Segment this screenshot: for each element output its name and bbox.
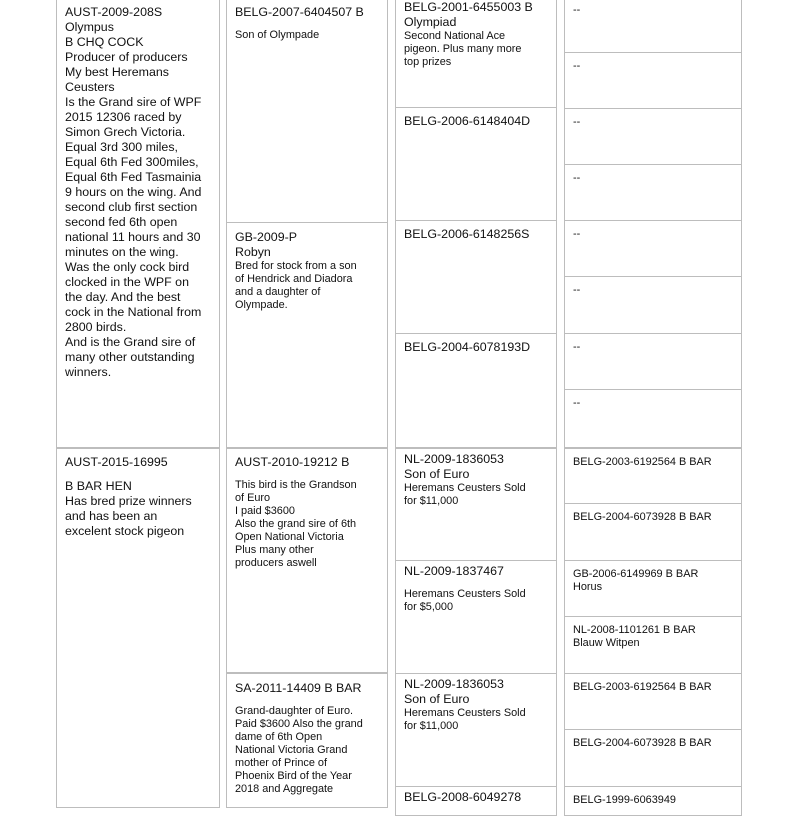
great-grandparent-card: [564, 560, 742, 617]
bird-name: Blauw Witpen: [573, 637, 640, 649]
great-grandparent-card: [564, 276, 742, 334]
dam-card: [226, 222, 388, 448]
empty-placeholder: --: [573, 4, 581, 16]
ring-number: AUST-2010-19212 B: [235, 455, 350, 469]
ring-number: BELG-2004-6078193D: [404, 340, 531, 354]
great-grandparent-card: [564, 0, 742, 53]
grandparent-card: [395, 0, 557, 108]
ring-number: GB-2009-P: [235, 230, 297, 244]
empty-placeholder: --: [573, 60, 581, 72]
bird-notes: Has bred prize winners and has been an excelent stock pigeon: [65, 494, 192, 538]
ring-number: NL-2009-1836053: [404, 677, 504, 691]
great-grandparent-card: [564, 673, 742, 730]
ring-number: NL-2008-1101261 B BAR: [573, 624, 696, 636]
ring-number: BELG-1999-6063949: [573, 794, 676, 806]
ring-number: NL-2009-1836053: [404, 452, 504, 466]
bird-notes: Second National Ace pigeon. Plus many more top prizes: [404, 30, 522, 68]
bird-name: Horus: [573, 581, 603, 593]
grandparent-card: [395, 220, 557, 334]
pedigree-bird-card: [56, 448, 220, 808]
great-grandparent-card: [564, 52, 742, 109]
great-grandparent-card: [564, 164, 742, 221]
grandparent-card: [395, 673, 557, 787]
bird-notes: Son of Olympade: [235, 29, 320, 41]
ring-number: SA-2011-14409 B BAR: [235, 681, 362, 695]
bird-color: B BAR HEN: [65, 479, 132, 493]
bird-notes: Heremans Ceusters Sold for $11,000: [404, 482, 526, 507]
ring-number: AUST-2009-208S: [65, 5, 163, 19]
ring-number: BELG-2008-6049278: [404, 790, 522, 804]
great-grandparent-card: [564, 448, 742, 504]
ring-number: BELG-2006-6148256S: [404, 227, 530, 241]
ring-number: GB-2006-6149969 B BAR: [573, 568, 699, 580]
great-grandparent-card: [564, 786, 742, 816]
sire-card: [226, 448, 388, 673]
dam-card: [226, 673, 388, 808]
empty-placeholder: --: [573, 228, 581, 240]
empty-placeholder: --: [573, 341, 581, 353]
ring-number: BELG-2003-6192564 B BAR: [573, 681, 712, 693]
bird-name: Robyn: [235, 245, 271, 259]
grandparent-card: [395, 560, 557, 674]
grandparent-card: [395, 786, 557, 816]
bird-name: Son of Euro: [404, 467, 470, 481]
sire-card: [226, 0, 388, 223]
ring-number: AUST-2015-16995: [65, 455, 168, 469]
ring-number: BELG-2006-6148404D: [404, 114, 531, 128]
bird-color: B CHQ COCK: [65, 35, 144, 49]
ring-number: BELG-2003-6192564 B BAR: [573, 456, 712, 468]
empty-placeholder: --: [573, 397, 581, 409]
great-grandparent-card: [564, 333, 742, 390]
empty-placeholder: --: [573, 284, 581, 296]
ring-number: BELG-2004-6073928 B BAR: [573, 511, 712, 523]
bird-name: Olympiad: [404, 15, 457, 29]
bird-notes: Producer of producers My best Heremans Ceusters Is the Grand sire of WPF 2015 12306 raced by Simon Grech Victoria. Equal 3rd 300 miles, Equal 6th Fed 300miles, Equal 6th Fed Tasmainia 9 hours on the wing. And second club first section second fed 6th open national 11 hours and 30 minutes on the wing. Was the only cock bird clocked in the WPF on the day. And the best cock in the National from 2800 birds. And is the Grand sire of many other outstanding winners.: [65, 50, 202, 379]
ring-number: BELG-2007-6404507 B: [235, 5, 364, 19]
bird-notes: This bird is the Grandson of Euro I paid $3600 Also the grand sire of 6th Open National Victoria Plus many other producers aswell: [235, 479, 357, 569]
great-grandparent-card: [564, 220, 742, 277]
great-grandparent-card: [564, 108, 742, 165]
bird-name: Son of Euro: [404, 692, 470, 706]
great-grandparent-card: [564, 503, 742, 561]
pedigree-bird-card: [56, 0, 220, 448]
ring-number: NL-2009-1837467: [404, 564, 504, 578]
grandparent-card: [395, 448, 557, 561]
grandparent-card: [395, 107, 557, 221]
bird-notes: Bred for stock from a son of Hendrick and Diadora and a daughter of Olympade.: [235, 260, 357, 311]
bird-notes: Grand-daughter of Euro. Paid $3600 Also the grand dame of 6th Open National Victoria Grand mother of Prince of Phoenix Bird of the Year 2018 and Aggregate: [235, 705, 363, 795]
bird-notes: Heremans Ceusters Sold for $11,000: [404, 707, 526, 732]
ring-number: BELG-2001-6455003 B: [404, 0, 533, 14]
great-grandparent-card: [564, 616, 742, 674]
empty-placeholder: --: [573, 172, 581, 184]
empty-placeholder: --: [573, 116, 581, 128]
ring-number: BELG-2004-6073928 B BAR: [573, 737, 712, 749]
bird-notes: Heremans Ceusters Sold for $5,000: [404, 588, 526, 613]
bird-name: Olympus: [65, 20, 114, 34]
great-grandparent-card: [564, 389, 742, 448]
great-grandparent-card: [564, 729, 742, 787]
grandparent-card: [395, 333, 557, 448]
